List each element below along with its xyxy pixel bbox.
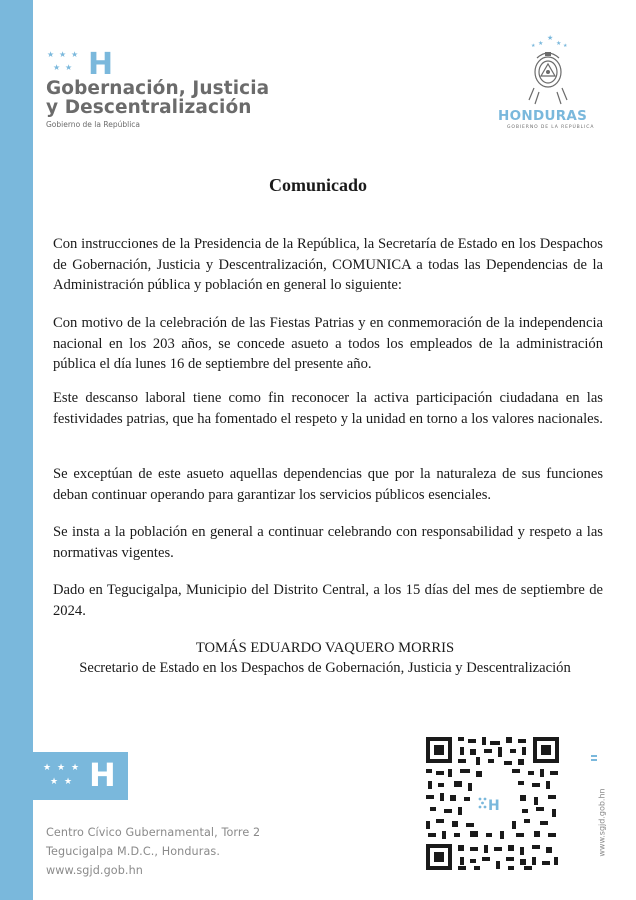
- qr-code[interactable]: [424, 735, 561, 872]
- footer-accent-strip: [0, 752, 33, 900]
- star-icon: ★: [43, 763, 52, 773]
- paragraph-1: Con instrucciones de la Presidencia de la República, la Secretaría de Estado en los Despachos de Gobernación, Justicia y Descentralización, COMUNICA a todas las Dependencias de la Administración pública y población en general lo siguiente:: [53, 236, 603, 293]
- address-line2: Tegucigalpa M.D.C., Honduras.: [46, 845, 220, 858]
- qr-logo-letter: H: [488, 798, 500, 814]
- star-icon: ★: [50, 777, 59, 787]
- svg-text:★: ★: [531, 43, 536, 47]
- footer-logo-h-letter: H: [89, 756, 116, 794]
- page-title: Comunicado: [268, 175, 367, 195]
- svg-text:★: ★: [556, 40, 562, 47]
- svg-text:★: ★: [563, 43, 568, 47]
- paragraph-5: Se insta a la población en general a continuar celebrando con responsabilidad y respeto a las normativas vigentes.: [53, 524, 603, 561]
- website-vertical: www.sgjd.gob.hn: [597, 788, 607, 857]
- star-icon: ★: [71, 763, 80, 773]
- logo-h-letter: H: [88, 47, 114, 82]
- signatory-name: TOMÁS EDUARDO VAQUERO MORRIS: [195, 640, 455, 656]
- star-icon: ★: [59, 50, 67, 59]
- paragraph-2: Con motivo de la celebración de las Fiestas Patrias y en conmemoración de la independencia nacional en los 203 años, se concede asueto a todos los empleados de la administración pública el día lunes 16 de septiembre del presente año.: [53, 315, 603, 372]
- seal-stars-icon: [530, 33, 570, 47]
- website-link[interactable]: www.sgjd.gob.hn: [46, 864, 143, 877]
- paragraph-3: Este descanso laboral tiene como fin reconocer la activa participación ciudadana en las festividades patrias, que ha fomentado el respeto y la unidad en torno a los valores nacionales.: [53, 390, 603, 427]
- star-icon: ★: [71, 50, 79, 59]
- country-subtitle: GOBIERNO DE LA REPÚBLICA: [507, 125, 595, 130]
- star-icon: ★: [65, 63, 73, 72]
- star-icon: ★: [57, 763, 66, 773]
- ministry-name-line2: y Descentralización: [46, 97, 252, 118]
- ministry-subtitle: Gobierno de la República: [46, 120, 141, 129]
- address-line1: Centro Cívico Gubernamental, Torre 2: [46, 826, 261, 839]
- svg-text:★: ★: [547, 34, 554, 42]
- signatory-title: Secretario de Estado en los Despachos de Gobernación, Justicia y Descentralización: [79, 660, 571, 676]
- star-icon: ★: [53, 63, 61, 72]
- star-icon: ★: [64, 777, 73, 787]
- ministry-name-line1: Gobernación, Justicia: [46, 78, 270, 99]
- coat-of-arms-icon: [525, 48, 571, 106]
- svg-text:★: ★: [538, 40, 544, 47]
- star-icon: ★: [47, 50, 55, 59]
- paragraph-4: Se exceptúan de este asueto aquellas dependencias que por la naturaleza de sus funciones deban continuar operando para garantizar los servicios públicos esenciales.: [53, 466, 603, 503]
- menu-lines-icon: [591, 755, 597, 763]
- paragraph-6: Dado en Tegucigalpa, Municipio del Distrito Central, a los 15 días del mes de septiembre de 2024.: [53, 582, 603, 619]
- country-name: HONDURAS: [498, 108, 588, 124]
